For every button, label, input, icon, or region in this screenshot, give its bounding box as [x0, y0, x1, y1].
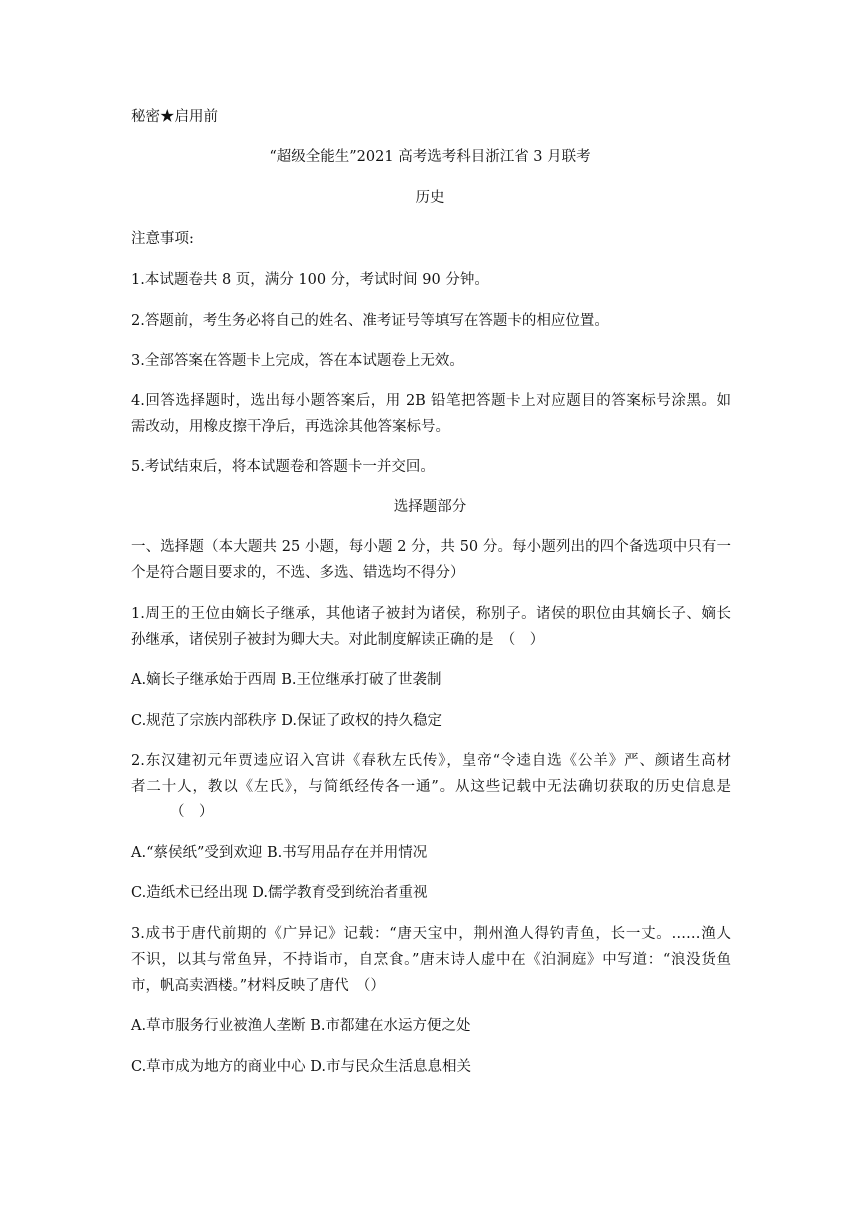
note-item: 1.本试题卷共 8 页，满分 100 分，考试时间 90 分钟。 — [131, 272, 489, 288]
question-2-text: 2.东汉建初元年贾逵应诏入宫讲《春秋左氏传》，皇帝“令逵自选《公羊》严、颜诸生高材 — [131, 753, 731, 769]
note-item: 3.全部答案在答题卡上完成，答在本试题卷上无效。 — [131, 353, 464, 369]
secret-mark: 秘密★启用前 — [131, 109, 218, 125]
question-2-options: C.造纸术已经出现 D.儒学教育受到统治者重视 — [131, 885, 428, 901]
note-item: 2.答题前，考生务必将自己的姓名、准考证号等填写在答题卡的相应位置。 — [131, 313, 609, 329]
question-1-text: 孙继承，诸侯别子被封为卿大夫。对此制度解读正确的是 （ ） — [131, 632, 545, 648]
section-intro: 个是符合题目要求的，不选、多选、错选均不得分） — [131, 565, 465, 581]
notes-heading: 注意事项: — [131, 231, 194, 247]
note-item: 4.回答选择题时，选出每小题答案后，用 2B 铅笔把答题卡上对应题目的答案标号涂黑。如 — [131, 393, 731, 409]
question-3-text: 3.成书于唐代前期的《广异记》记载：“唐天宝中，荆州渔人得钓青鱼，长一丈。……渔人 — [131, 926, 731, 942]
section-intro: 一、选择题（本大题共 25 小题，每小题 2 分，共 50 分。每小题列出的四个备选项中只有一 — [131, 539, 731, 555]
question-3-options: A.草市服务行业被渔人垄断 B.市都建在水运方便之处 — [131, 1018, 471, 1034]
note-item: 需改动，用橡皮擦干净后，再选涂其他答案标号。 — [131, 419, 450, 435]
question-2-options: A.“蔡侯纸”受到欢迎 B.书写用品存在并用情况 — [131, 845, 428, 861]
question-1-options: C.规范了宗族内部秩序 D.保证了政权的持久稳定 — [131, 713, 443, 729]
question-3-text: 不识，以其与常鱼异，不持诣市，自烹食。”唐末诗人虚中在《泊洞庭》中写道：“浪没货鱼 — [131, 952, 731, 968]
section-title: 选择题部分 — [393, 499, 467, 515]
question-2-text: 者二十人，教以《左氏》，与简纸经传各一通”。从这些记载中无法确切获取的历史信息是 — [131, 779, 731, 795]
question-3-text: 市，帆高卖酒楼。”材料反映了唐代 （） — [131, 978, 385, 994]
question-1-text: 1.周王的王位由嫡长子继承，其他诸子被封为诸侯，称别子。诸侯的职位由其嫡长子、嫡长 — [131, 606, 731, 622]
question-1-options: A.嫡长子继承始于西周 B.王位继承打破了世袭制 — [131, 672, 442, 688]
question-3-options: C.草市成为地方的商业中心 D.市与民众生活息息相关 — [131, 1059, 472, 1075]
exam-title: “超级全能生”2021 高考选考科目浙江省 3 月联考 — [269, 149, 591, 165]
subject-title: 历史 — [415, 190, 445, 206]
note-item: 5.考试结束后，将本试题卷和答题卡一并交回。 — [131, 459, 435, 475]
question-2-text: （ ） — [170, 804, 214, 820]
